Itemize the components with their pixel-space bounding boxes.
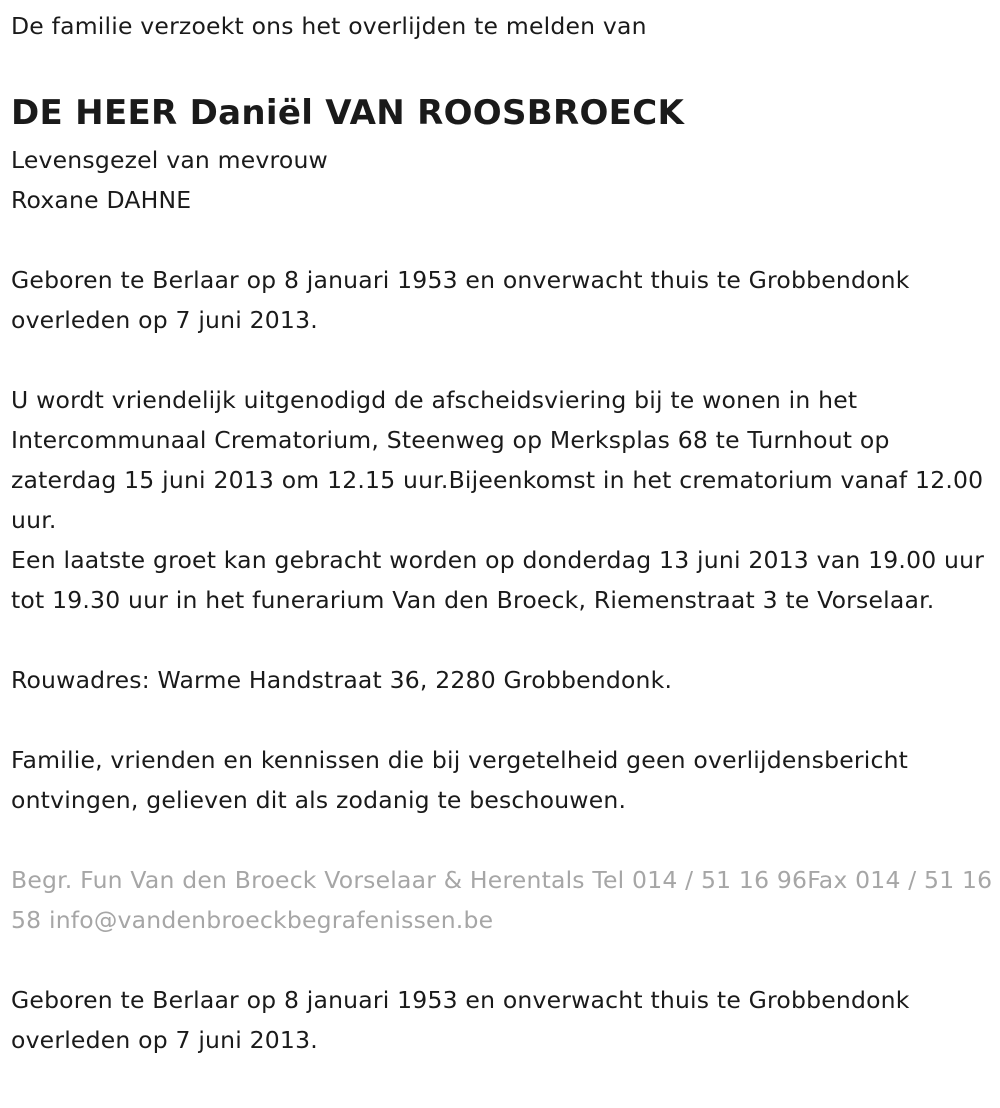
partner-line-1: Levensgezel van mevrouw — [11, 146, 328, 174]
mourning-address: Rouwadres: Warme Handstraat 36, 2280 Grobbendonk. — [11, 666, 673, 694]
funeral-home-info: Begr. Fun Van den Broeck Vorselaar & Herentals Tel 014 / 51 16 96Fax 014 / 51 16 58 info@vandenbroeckbegrafenissen.be — [11, 866, 993, 934]
birth-death-text: Geboren te Berlaar op 8 januari 1953 en onverwacht thuis te Grobbendonk overleden op 7 juni 2013. — [11, 266, 910, 334]
death-notice — [11, 0, 996, 1060]
deceased-name: DE HEER Daniël VAN ROOSBROECK — [11, 93, 685, 133]
visitation-text: Een laatste groet kan gebracht worden op donderdag 13 juni 2013 van 19.00 uur tot 19.30 uur in het funerarium Van den Broeck, Riemenstraat 3 te Vorselaar. — [11, 546, 985, 614]
notice-text: Familie, vrienden en kennissen die bij vergetelheid geen overlijdensbericht ontvingen, gelieven dit als zodanig te beschouwen. — [11, 746, 909, 814]
intro-text: De familie verzoekt ons het overlijden te melden van — [11, 12, 647, 40]
ceremony-text: U wordt vriendelijk uitgenodigd de afscheidsviering bij te wonen in het Intercommunaal Crematorium, Steenweg op Merksplas 68 te Turnhout op zaterdag 15 juni 2013 om 12.15 uur.Bijeenkomst in het crematorium vanaf 12.00 uur. — [11, 386, 984, 534]
partner-line-2: Roxane DAHNE — [11, 186, 192, 214]
birth-death-text-repeat: Geboren te Berlaar op 8 januari 1953 en onverwacht thuis te Grobbendonk overleden op 7 juni 2013. — [11, 986, 910, 1054]
